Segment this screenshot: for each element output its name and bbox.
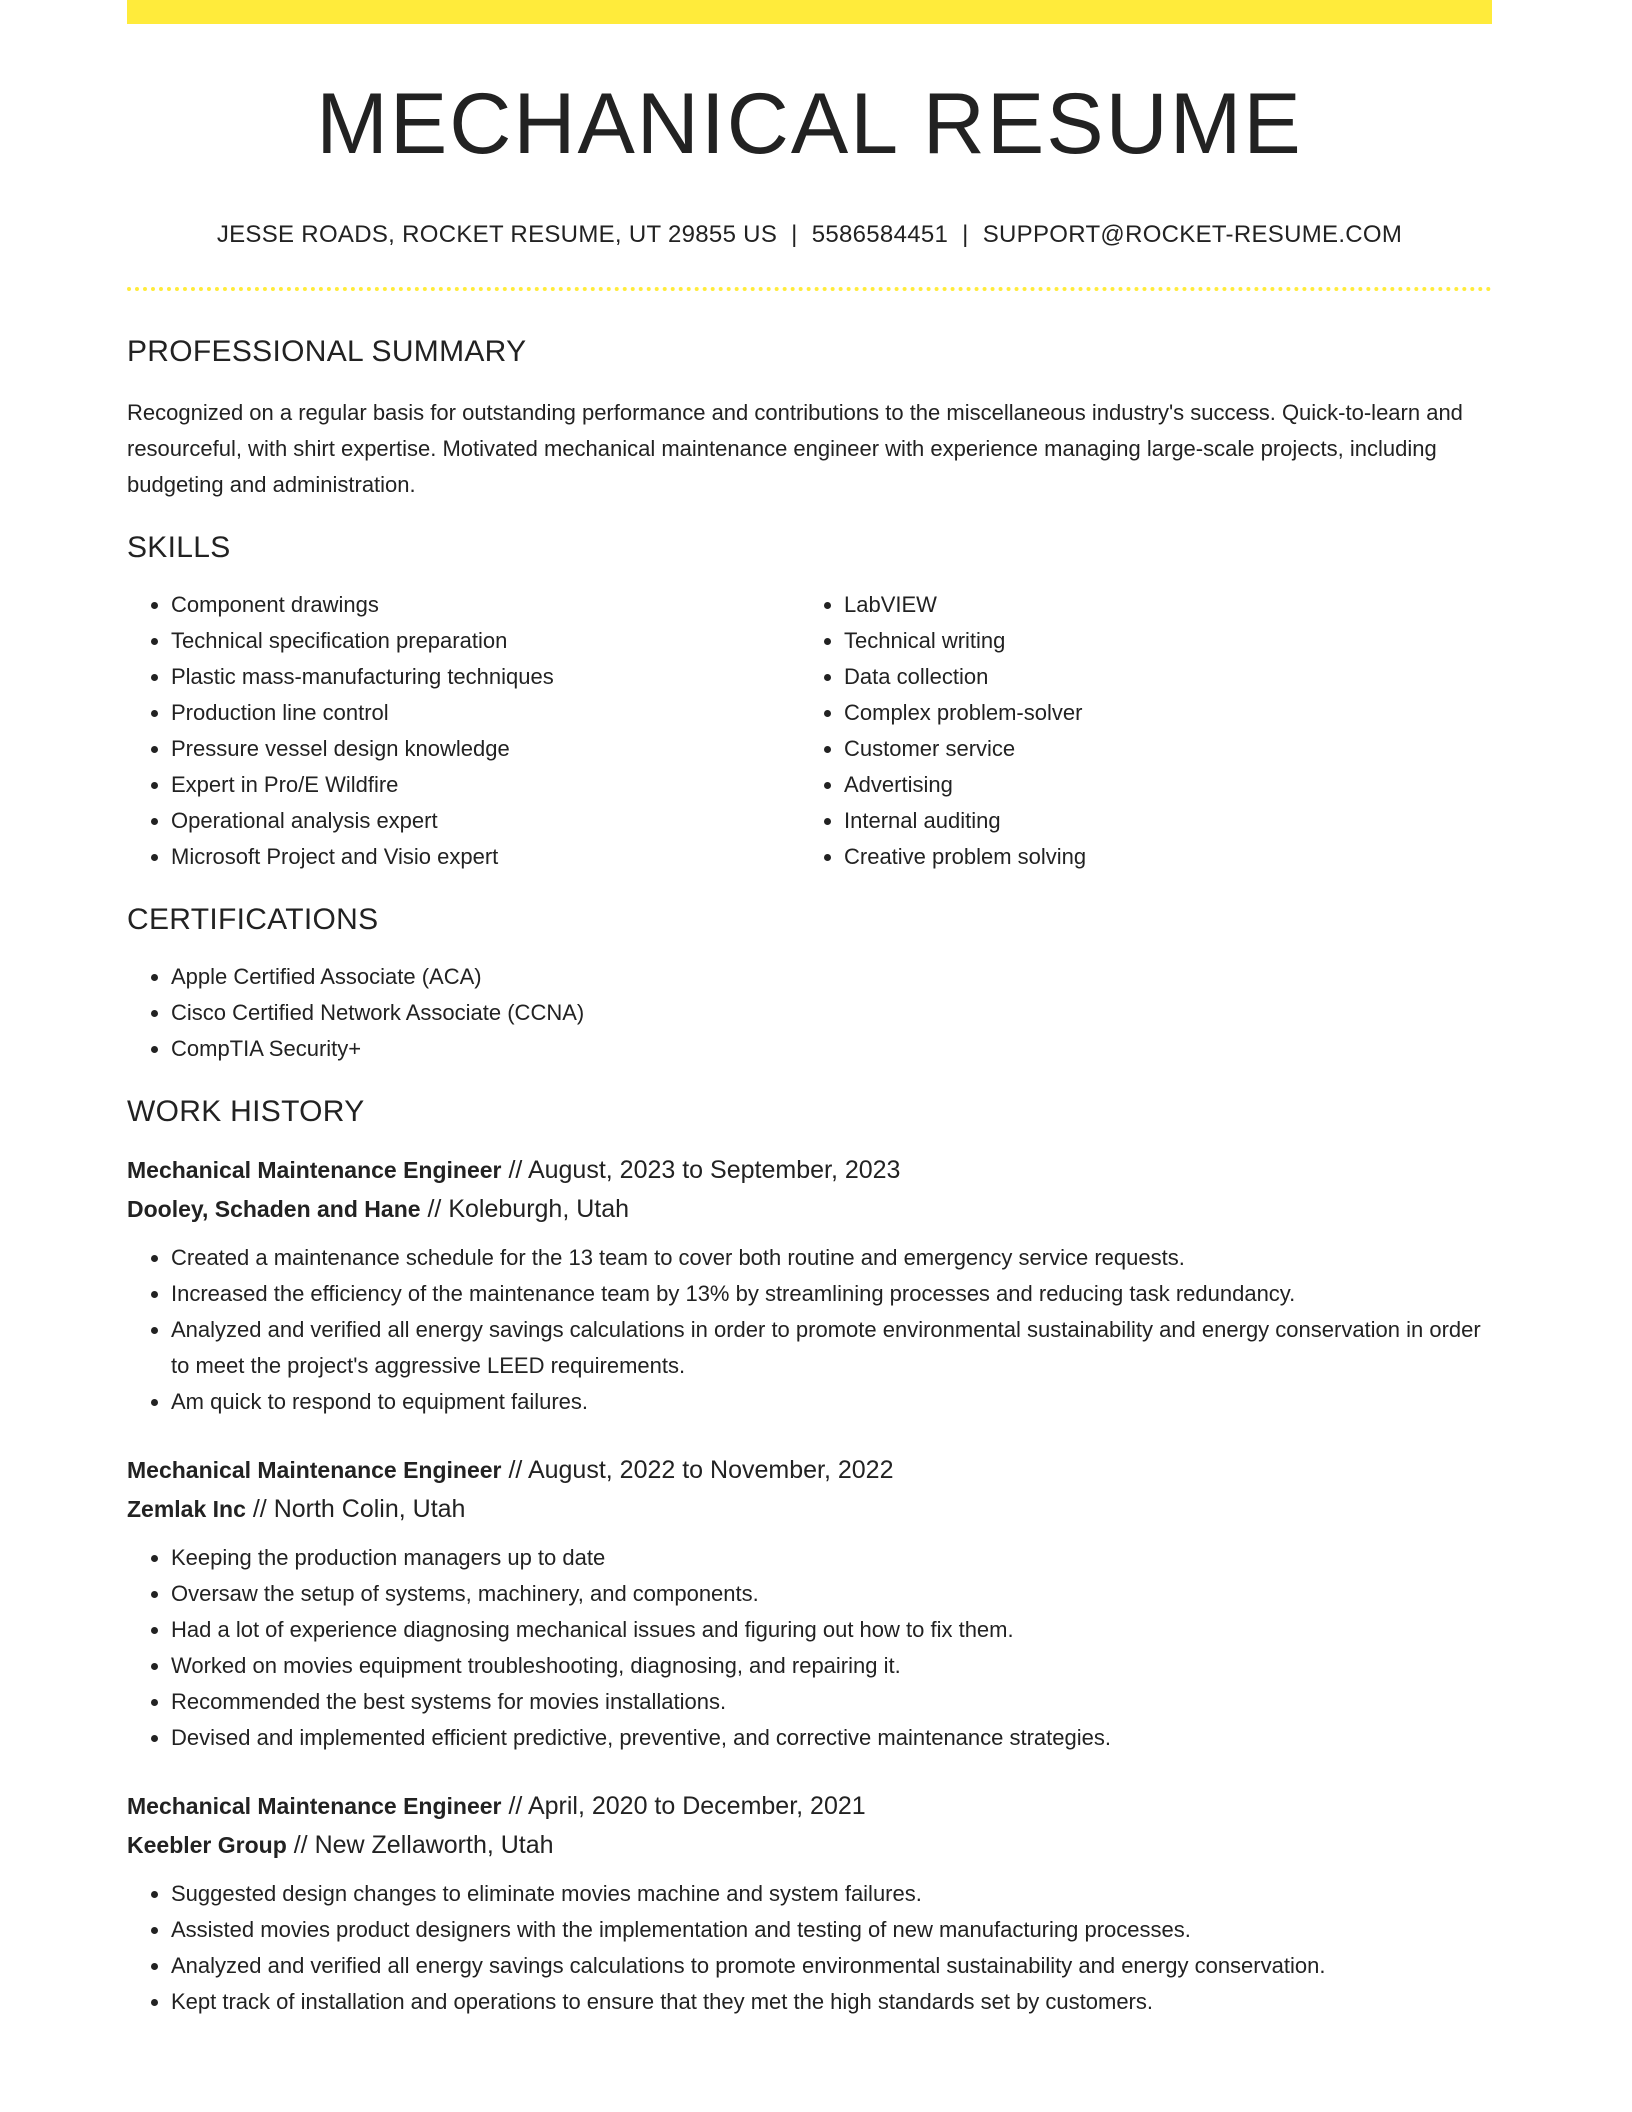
list-item: • Analyzed and verified all energy savings calculations in order to promote environmental sustainability and energy conservation in order to meet the project's aggressive LEED requirements. xyxy=(171,1312,1492,1384)
job-bullets xyxy=(127,1540,1492,1756)
summary-text: Recognized on a regular basis for outstanding performance and contributions to the miscellaneous industry's success. Quick-to-learn and resourceful, with shirt expertise. Motivated mechanical maintenance engineer with experience managing large-scale projects, including budgeting and administration. xyxy=(127,400,1463,497)
contact-address: JESSE ROADS, ROCKET RESUME, UT 29855 US xyxy=(216,221,778,248)
job-title-line xyxy=(127,1451,1492,1490)
job-company-line xyxy=(127,1826,1492,1865)
contact-line xyxy=(127,221,1492,249)
list-item: • Assisted movies product designers with the implementation and testing of new manufacturing processes. xyxy=(171,1912,1492,1948)
list-item: • Had a lot of experience diagnosing mechanical issues and figuring out how to fix them. xyxy=(171,1612,1492,1648)
list-item: • Creative problem solving xyxy=(844,839,1473,875)
list-item: • LabVIEW xyxy=(844,587,1473,623)
list-item: • Oversaw the setup of systems, machinery, and components. xyxy=(171,1576,1492,1612)
list-item: • Technical specification preparation xyxy=(171,623,800,659)
job-company: Zemlak Inc xyxy=(127,1496,246,1522)
list-item: • Created a maintenance schedule for the 13 team to cover both routine and emergency service requests. xyxy=(171,1240,1492,1276)
job-divider: // xyxy=(508,1792,523,1820)
job-location: North Colin, Utah xyxy=(273,1495,466,1523)
list-item: • Pressure vessel design knowledge xyxy=(171,731,800,767)
list-item: • Component drawings xyxy=(171,587,800,623)
list-item: • Data collection xyxy=(844,659,1473,695)
contact-phone: 5586584451 xyxy=(811,221,949,248)
contact-email: SUPPORT@ROCKET-RESUME.COM xyxy=(982,221,1403,248)
job-company-line xyxy=(127,1490,1492,1529)
skills-column-left xyxy=(127,587,800,875)
contact-separator: | xyxy=(791,221,798,248)
job-divider: // xyxy=(508,1456,523,1484)
job-bullets xyxy=(127,1240,1492,1420)
list-item: • Apple Certified Associate (ACA) xyxy=(171,959,1492,995)
list-item: • Plastic mass-manufacturing techniques xyxy=(171,659,800,695)
list-item: • Analyzed and verified all energy savings calculations to promote environmental sustainability and energy conservation. xyxy=(171,1948,1492,1984)
job-company-line xyxy=(127,1190,1492,1229)
job-divider: // xyxy=(293,1831,308,1859)
list-item: • Worked on movies equipment troubleshooting, diagnosing, and repairing it. xyxy=(171,1648,1492,1684)
section-heading-summary: PROFESSIONAL SUMMARY xyxy=(127,335,527,368)
list-item: • Production line control xyxy=(171,695,800,731)
section-heading-skills: SKILLS xyxy=(127,531,231,564)
section-heading-certifications: CERTIFICATIONS xyxy=(127,903,379,936)
list-item: • Internal auditing xyxy=(844,803,1473,839)
job-location: Koleburgh, Utah xyxy=(448,1195,630,1223)
list-item: • Devised and implemented efficient predictive, preventive, and corrective maintenance strategies. xyxy=(171,1720,1492,1756)
job-title-line xyxy=(127,1151,1492,1190)
job-entry xyxy=(127,1151,1492,1420)
job-entry xyxy=(127,1451,1492,1756)
list-item: • Increased the efficiency of the maintenance team by 13% by streamlining processes and reducing task redundancy. xyxy=(171,1276,1492,1312)
job-divider: // xyxy=(508,1156,523,1184)
top-accent-bar xyxy=(127,0,1492,24)
list-item: • Am quick to respond to equipment failures. xyxy=(171,1384,1492,1420)
list-item: • Operational analysis expert xyxy=(171,803,800,839)
list-item: • Advertising xyxy=(844,767,1473,803)
job-bullets xyxy=(127,1876,1492,2020)
skills-list xyxy=(127,587,1492,875)
list-item: • Expert in Pro/E Wildfire xyxy=(171,767,800,803)
dotted-divider xyxy=(127,287,1492,291)
list-item: • Technical writing xyxy=(844,623,1473,659)
list-item: • Customer service xyxy=(844,731,1473,767)
skills-column-right xyxy=(800,587,1473,875)
list-item: • Keeping the production managers up to date xyxy=(171,1540,1492,1576)
section-heading-work-history: WORK HISTORY xyxy=(127,1095,365,1128)
job-entry xyxy=(127,1787,1492,2020)
job-divider: // xyxy=(252,1495,267,1523)
job-dates: April, 2020 to December, 2021 xyxy=(527,1792,866,1820)
job-divider: // xyxy=(427,1195,442,1223)
job-title-line xyxy=(127,1787,1492,1826)
list-item: • Kept track of installation and operations to ensure that they met the high standards set by customers. xyxy=(171,1984,1492,2020)
list-item: • Recommended the best systems for movies installations. xyxy=(171,1684,1492,1720)
job-dates: August, 2022 to November, 2022 xyxy=(527,1456,894,1484)
job-location: New Zellaworth, Utah xyxy=(314,1831,554,1859)
job-company: Keebler Group xyxy=(127,1832,287,1858)
list-item: • Microsoft Project and Visio expert xyxy=(171,839,800,875)
list-item: • CompTIA Security+ xyxy=(171,1031,1492,1067)
job-title: Mechanical Maintenance Engineer xyxy=(127,1457,502,1483)
list-item: • Cisco Certified Network Associate (CCNA) xyxy=(171,995,1492,1031)
job-dates: August, 2023 to September, 2023 xyxy=(527,1156,901,1184)
list-item: • Suggested design changes to eliminate movies machine and system failures. xyxy=(171,1876,1492,1912)
job-title: Mechanical Maintenance Engineer xyxy=(127,1157,502,1183)
list-item: • Complex problem-solver xyxy=(844,695,1473,731)
certifications-list xyxy=(127,959,1492,1067)
job-title: Mechanical Maintenance Engineer xyxy=(127,1793,502,1819)
resume-title: MECHANICAL RESUME xyxy=(316,76,1303,172)
resume-page xyxy=(127,0,1492,2020)
contact-separator: | xyxy=(962,221,969,248)
job-company: Dooley, Schaden and Hane xyxy=(127,1196,421,1222)
